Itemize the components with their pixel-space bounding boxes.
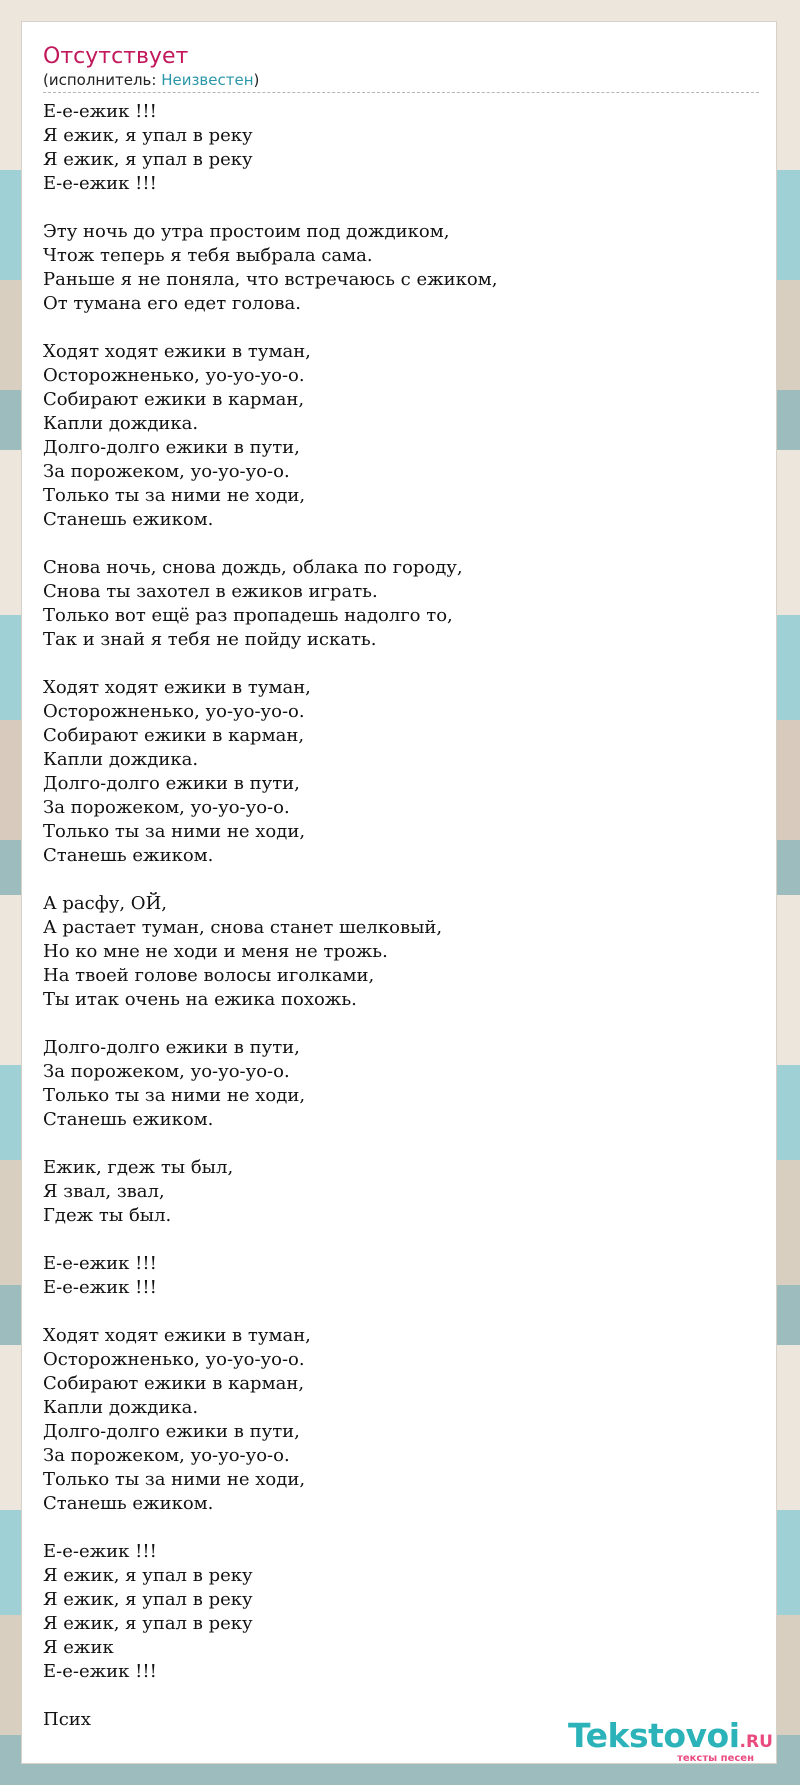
lyrics-text: Е-е-ежик !!! Я ежик, я упал в реку Я ежик, я упал в реку Е-е-ежик !!! Эту ночь до утра простоим под дождиком, Чтож теперь я тебя выбрала сама. Раньше я не поняла, что встречаюсь с ежиком, От тумана его едет голова. Ходят ходят ежики в туман, Осторожненько, уо-уо-уо-о. Собирают ежики в карман, Капли дождика. Долго-долго ежики в пути, За порожеком, уо-уо-уо-о. Только ты за ними не ходи, Станешь ежиком. Снова ночь, снова дождь, облака по городу, Снова ты захотел в ежиков играть. Только вот ещё раз пропадешь надолго то, Так и знай я тебя не пойду искать. Ходят ходят ежики в туман, Осторожненько, уо-уо-уо-о. Собирают ежики в карман, Капли дождика. Долго-долго ежики в пути, За порожеком, уо-уо-уо-о. Только ты за ними не ходи, Станешь ежиком. А расфу, ОЙ, А растает туман, снова станет шелковый, Но ко мне не ходи и меня не трожь. На твоей голове волосы иголками, Ты итак очень на ежика похожь. Долго-долго ежики в пути, За порожеком, уо-уо-уо-о. Только ты за ними не ходи, Станешь ежиком. Ежик, гдеж ты был, Я звал, звал, Гдеж ты был. Е-е-ежик !!! Е-е-ежик !!! Ходят ходят ежики в туман, Осторожненько, уо-уо-уо-о. Собирают ежики в карман, Капли дождика. Долго-долго ежики в пути, За порожеком, уо-уо-уо-о. Только ты за ними не ходи, Станешь ежиком. Е-е-ежик !!! Я ежик, я упал в реку Я ежик, я упал в реку Я ежик, я упал в реку Я ежик Е-е-ежик !!! Псих bbox=[43, 101, 498, 1730]
logo-tld: .RU bbox=[739, 1732, 773, 1752]
song-title: Отсутствует bbox=[43, 44, 189, 69]
artist-line bbox=[43, 71, 759, 93]
artist-suffix: ) bbox=[253, 71, 260, 89]
site-logo[interactable] bbox=[568, 1716, 773, 1764]
lyrics-card bbox=[21, 21, 777, 1764]
logo-tagline: тексты песен bbox=[677, 1753, 754, 1764]
artist-prefix: (исполнитель: bbox=[43, 71, 162, 89]
artist-link[interactable]: Неизвестен bbox=[161, 71, 254, 89]
logo-main-text: Tekstovoi bbox=[568, 1716, 740, 1755]
